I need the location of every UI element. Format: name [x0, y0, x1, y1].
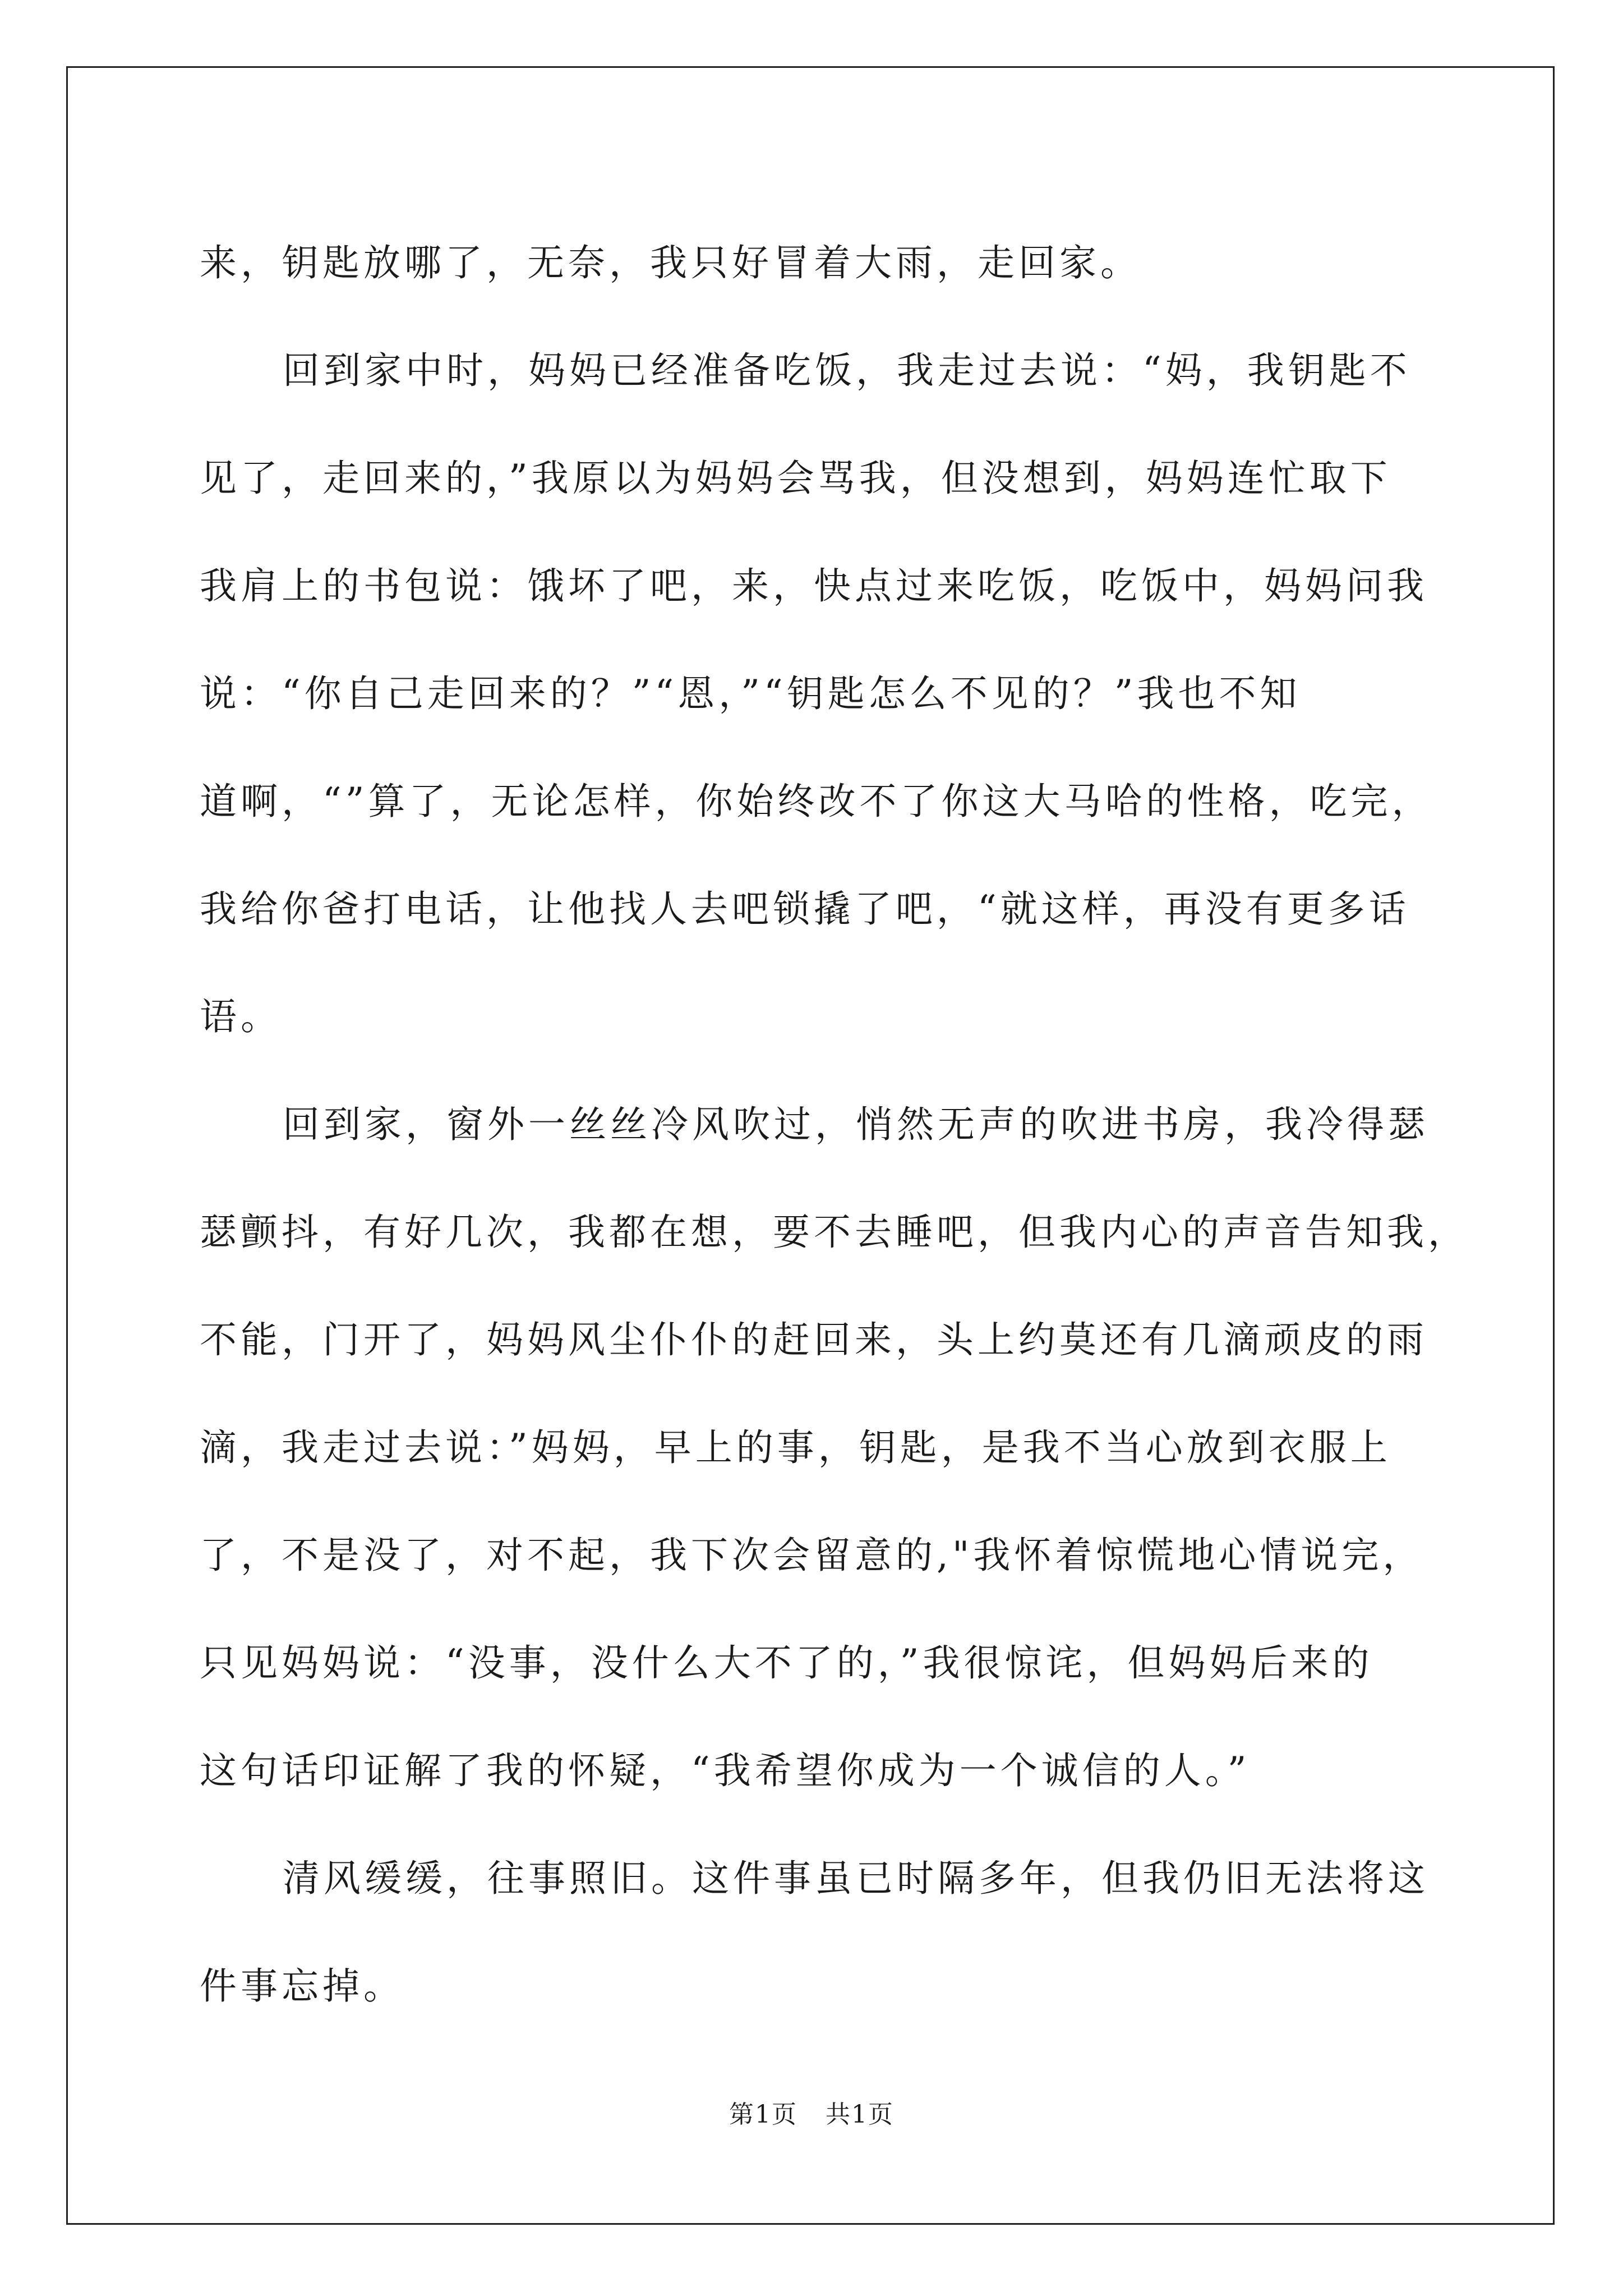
text-line: 这句话印证解了我的怀疑，“我希望你成为一个诚信的人。” [200, 1749, 1251, 1792]
text-line: 说：“你自己走回来的？”“恩，”“钥匙怎么不见的？”我也不知 [200, 672, 1301, 715]
document-body [200, 209, 1469, 2040]
text-line: 件事忘掉。 [200, 1964, 404, 2008]
text-line: 语。 [200, 995, 282, 1038]
text-line: 道啊，“”算了，无论怎样，你始终改不了你这大马哈的性格，吃完， [200, 780, 1433, 823]
text-line: 我肩上的书包说：饿坏了吧，来，快点过来吃饭，吃饭中，妈妈问我 [200, 564, 1428, 608]
text-line: 清风缓缓，往事照旧。这件事虽已时隔多年，但我仍旧无法将这 [283, 1857, 1429, 1900]
text-line: 不能，门开了，妈妈风尘仆仆的赶回来，头上约莫还有几滴顽皮的雨 [200, 1318, 1428, 1361]
page-number: 第1页 [729, 2100, 797, 2129]
page-total: 共1页 [826, 2100, 894, 2129]
text-line: 只见妈妈说：“没事，没什么大不了的，”我很惊诧，但妈妈后来的 [200, 1641, 1373, 1685]
text-line: 瑟颤抖，有好几次，我都在想，要不去睡吧，但我内心的声音告知我， [200, 1211, 1469, 1254]
text-line: 回到家，窗外一丝丝冷风吹过，悄然无声的吹进书房，我冷得瑟 [283, 1103, 1429, 1146]
text-line: 回到家中时，妈妈已经准备吃饭，我走过去说：“妈，我钥匙不 [283, 349, 1411, 392]
text-line: 见了，走回来的，”我原以为妈妈会骂我，但没想到，妈妈连忙取下 [200, 457, 1391, 500]
text-line: 滴，我走过去说：”妈妈，早上的事，钥匙，是我不当心放到衣服上 [200, 1426, 1391, 1469]
text-line: 了，不是没了，对不起，我下次会留意的,"我怀着惊慌地心情说完， [200, 1534, 1424, 1577]
text-line: 我给你爸打电话，让他找人去吧锁撬了吧，“就这样，再没有更多话 [200, 887, 1410, 931]
text-line: 来，钥匙放哪了，无奈，我只好冒着大雨，走回家。 [200, 241, 1141, 284]
page-footer [0, 2098, 1623, 2132]
